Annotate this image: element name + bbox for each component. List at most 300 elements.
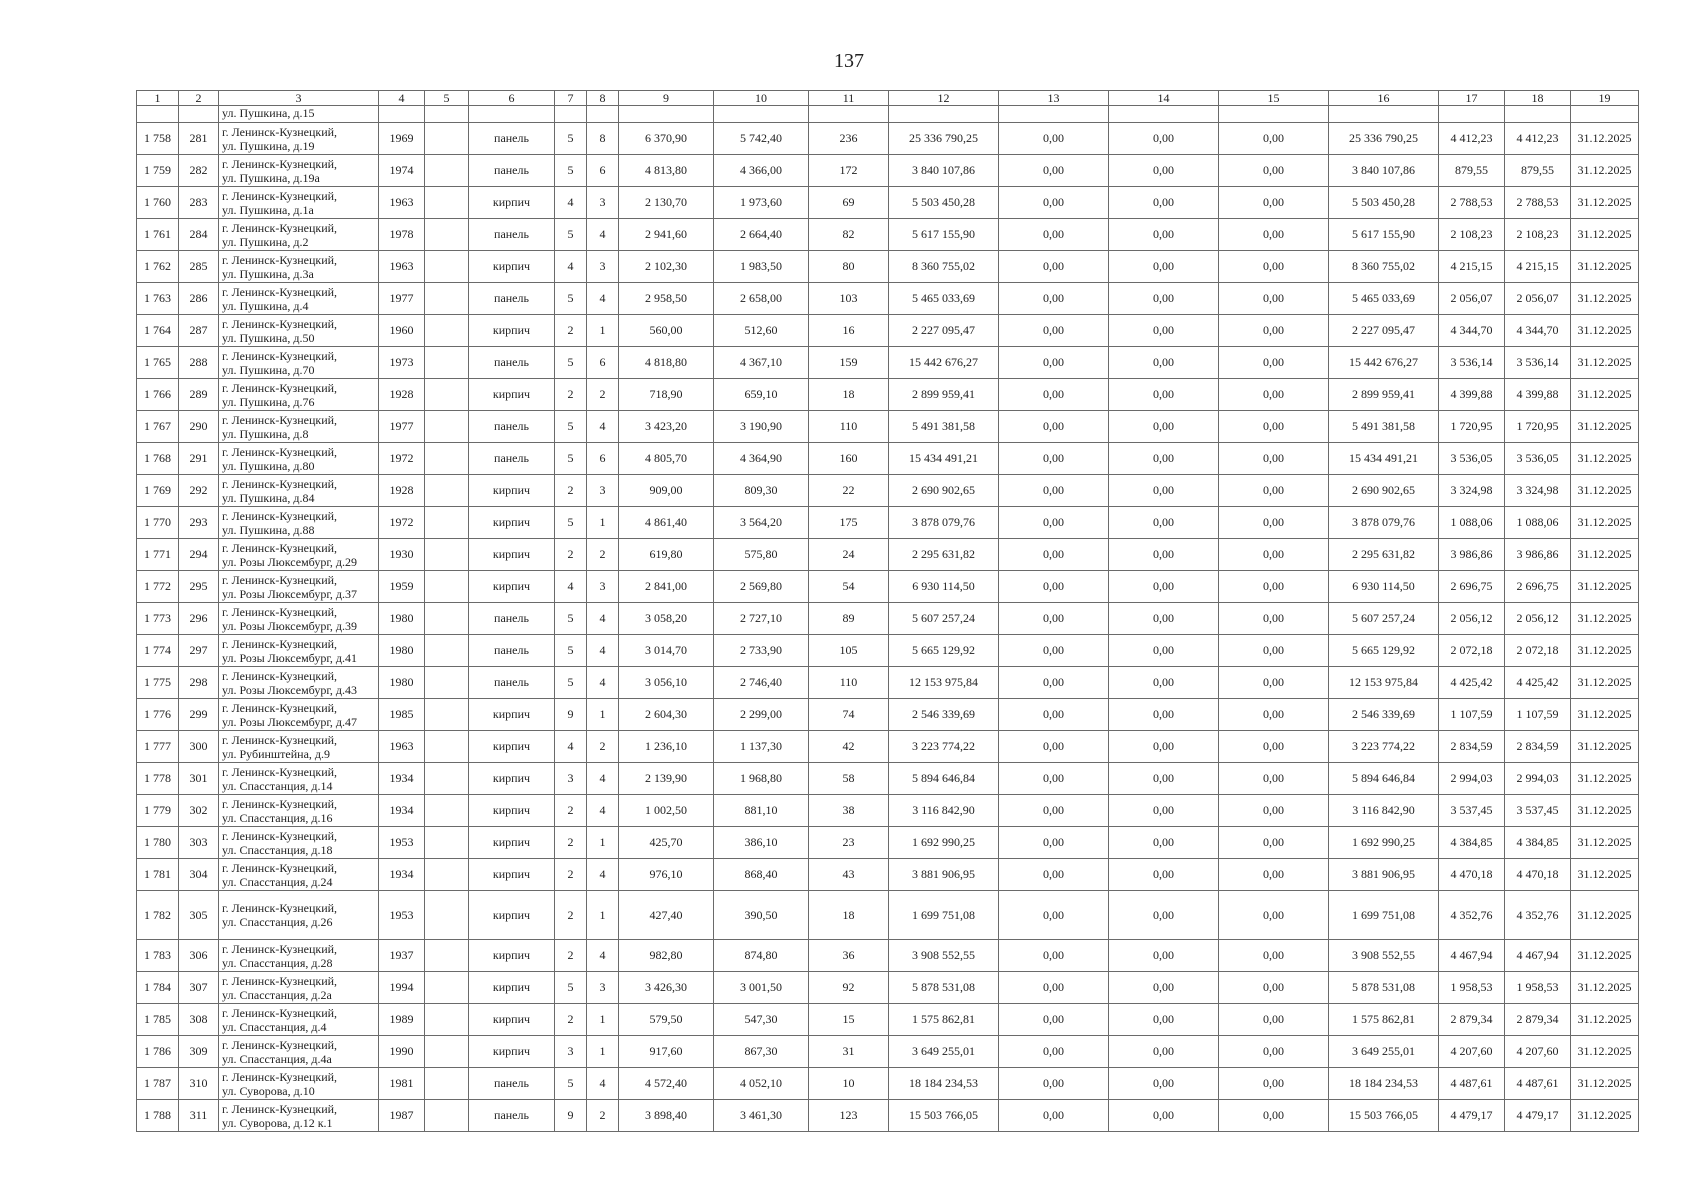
floors: 2	[555, 859, 587, 891]
residents: 43	[809, 859, 889, 891]
living-area: 1 983,50	[714, 251, 809, 283]
living-area: 547,30	[714, 1004, 809, 1036]
record-number: 1 776	[137, 699, 179, 731]
entrances: 4	[587, 940, 619, 972]
residents: 15	[809, 1004, 889, 1036]
entrances: 4	[587, 667, 619, 699]
address-city: г. Ленинск-Кузнецкий,	[222, 412, 338, 427]
floors: 4	[555, 571, 587, 603]
column-14-amount: 0,00	[1109, 1036, 1219, 1068]
column-15-amount: 0,00	[1219, 315, 1329, 347]
column-15-amount: 0,00	[1219, 219, 1329, 251]
column-number: 15	[1219, 91, 1329, 106]
total-cost: 1 699 751,08	[889, 891, 999, 940]
floors: 5	[555, 347, 587, 379]
record-number: 1 778	[137, 763, 179, 795]
total-area: 1 236,10	[619, 731, 714, 763]
entrances: 6	[587, 347, 619, 379]
item-number: 300	[179, 731, 219, 763]
deadline-date: 31.12.2025	[1571, 475, 1639, 507]
address-city: г. Ленинск-Кузнецкий,	[222, 796, 338, 811]
living-area: 4 367,10	[714, 347, 809, 379]
item-number: 292	[179, 475, 219, 507]
address	[219, 699, 379, 731]
column-14-amount: 0,00	[1109, 251, 1219, 283]
item-number: 307	[179, 972, 219, 1004]
total-cost: 2 546 339,69	[889, 699, 999, 731]
address	[219, 795, 379, 827]
column-14-amount: 0,00	[1109, 155, 1219, 187]
column-14-amount: 0,00	[1109, 1100, 1219, 1132]
entrances: 4	[587, 219, 619, 251]
total-cost: 2 690 902,65	[889, 475, 999, 507]
table-row	[137, 699, 1639, 731]
column-18-rate: 879,55	[1505, 155, 1571, 187]
column-14-amount: 0,00	[1109, 603, 1219, 635]
table-row	[137, 123, 1639, 155]
column-5	[425, 635, 469, 667]
address-street: ул. Розы Люксембург, д.47	[222, 714, 357, 729]
floors: 2	[555, 795, 587, 827]
column-17-rate: 2 108,23	[1439, 219, 1505, 251]
year-built: 1980	[379, 635, 425, 667]
floors: 5	[555, 972, 587, 1004]
table-row	[137, 379, 1639, 411]
entrances: 1	[587, 315, 619, 347]
living-area: 881,10	[714, 795, 809, 827]
column-14-amount: 0,00	[1109, 891, 1219, 940]
wall-material: панель	[469, 123, 555, 155]
total-cost: 15 434 491,21	[889, 443, 999, 475]
total-cost: 2 295 631,82	[889, 539, 999, 571]
address	[219, 972, 379, 1004]
residents: 89	[809, 603, 889, 635]
total-area: 427,40	[619, 891, 714, 940]
column-18-rate: 4 479,17	[1505, 1100, 1571, 1132]
table-row	[137, 507, 1639, 539]
column-14-amount: 0,00	[1109, 411, 1219, 443]
deadline-date: 31.12.2025	[1571, 315, 1639, 347]
column-14-amount: 0,00	[1109, 731, 1219, 763]
living-area: 386,10	[714, 827, 809, 859]
record-number: 1 785	[137, 1004, 179, 1036]
column-13-amount: 0,00	[999, 507, 1109, 539]
total-cost: 5 607 257,24	[889, 603, 999, 635]
wall-material: кирпич	[469, 539, 555, 571]
column-15-amount: 0,00	[1219, 251, 1329, 283]
floors: 2	[555, 827, 587, 859]
column-15-amount: 0,00	[1219, 699, 1329, 731]
entrances: 4	[587, 1068, 619, 1100]
column-5	[425, 827, 469, 859]
column-17-rate: 2 696,75	[1439, 571, 1505, 603]
column-16-amount: 1 699 751,08	[1329, 891, 1439, 940]
column-15-amount: 0,00	[1219, 667, 1329, 699]
deadline-date: 31.12.2025	[1571, 635, 1639, 667]
column-5	[425, 571, 469, 603]
deadline-date: 31.12.2025	[1571, 347, 1639, 379]
living-area: 4 052,10	[714, 1068, 809, 1100]
floors: 2	[555, 539, 587, 571]
column-18-rate: 4 412,23	[1505, 123, 1571, 155]
column-13-amount: 0,00	[999, 1100, 1109, 1132]
record-number: 1 759	[137, 155, 179, 187]
deadline-date: 31.12.2025	[1571, 940, 1639, 972]
column-15-amount: 0,00	[1219, 347, 1329, 379]
wall-material: кирпич	[469, 1004, 555, 1036]
column-5	[425, 475, 469, 507]
residents: 22	[809, 475, 889, 507]
address-street: ул. Пушкина, д.50	[222, 330, 315, 345]
record-number: 1 784	[137, 972, 179, 1004]
column-13-amount: 0,00	[999, 571, 1109, 603]
column-5	[425, 891, 469, 940]
address-city: г. Ленинск-Кузнецкий,	[222, 156, 338, 171]
total-area: 718,90	[619, 379, 714, 411]
column-13-amount: 0,00	[999, 972, 1109, 1004]
column-number: 16	[1329, 91, 1439, 106]
entrances: 2	[587, 1100, 619, 1132]
total-cost: 8 360 755,02	[889, 251, 999, 283]
item-number: 305	[179, 891, 219, 940]
address-city: г. Ленинск-Кузнецкий,	[222, 860, 338, 875]
total-area: 3 058,20	[619, 603, 714, 635]
record-number: 1 777	[137, 731, 179, 763]
record-number: 1 786	[137, 1036, 179, 1068]
item-number: 283	[179, 187, 219, 219]
year-built: 1937	[379, 940, 425, 972]
address	[219, 603, 379, 635]
table-row	[137, 827, 1639, 859]
column-16-amount: 2 227 095,47	[1329, 315, 1439, 347]
column-18-rate: 2 834,59	[1505, 731, 1571, 763]
address	[219, 507, 379, 539]
column-14-amount: 0,00	[1109, 795, 1219, 827]
address-city: г. Ленинск-Кузнецкий,	[222, 476, 338, 491]
continuation-row	[137, 106, 1639, 123]
residents: 69	[809, 187, 889, 219]
column-16-amount: 5 665 129,92	[1329, 635, 1439, 667]
deadline-date: 31.12.2025	[1571, 972, 1639, 1004]
year-built: 1989	[379, 1004, 425, 1036]
column-5	[425, 940, 469, 972]
address-city: г. Ленинск-Кузнецкий,	[222, 636, 338, 651]
column-14-amount: 0,00	[1109, 283, 1219, 315]
column-17-rate: 4 487,61	[1439, 1068, 1505, 1100]
column-18-rate: 3 537,45	[1505, 795, 1571, 827]
floors: 3	[555, 1036, 587, 1068]
column-15-amount: 0,00	[1219, 731, 1329, 763]
total-area: 3 898,40	[619, 1100, 714, 1132]
column-16-amount: 1 575 862,81	[1329, 1004, 1439, 1036]
wall-material: панель	[469, 443, 555, 475]
address	[219, 731, 379, 763]
column-13-amount: 0,00	[999, 443, 1109, 475]
table-row	[137, 443, 1639, 475]
year-built: 1972	[379, 443, 425, 475]
deadline-date: 31.12.2025	[1571, 539, 1639, 571]
total-area: 2 958,50	[619, 283, 714, 315]
deadline-date: 31.12.2025	[1571, 795, 1639, 827]
table-row	[137, 315, 1639, 347]
living-area: 4 364,90	[714, 443, 809, 475]
column-18-rate: 4 215,15	[1505, 251, 1571, 283]
column-14-amount: 0,00	[1109, 972, 1219, 1004]
total-area: 909,00	[619, 475, 714, 507]
living-area: 3 001,50	[714, 972, 809, 1004]
address-street: ул. Суворова, д.10	[222, 1083, 315, 1098]
address-city: г. Ленинск-Кузнецкий,	[222, 316, 338, 331]
wall-material: панель	[469, 603, 555, 635]
column-17-rate: 4 399,88	[1439, 379, 1505, 411]
total-area: 1 002,50	[619, 795, 714, 827]
item-number: 296	[179, 603, 219, 635]
column-17-rate: 4 467,94	[1439, 940, 1505, 972]
column-13-amount: 0,00	[999, 251, 1109, 283]
column-18-rate: 3 536,05	[1505, 443, 1571, 475]
record-number: 1 788	[137, 1100, 179, 1132]
residents: 42	[809, 731, 889, 763]
table-row	[137, 859, 1639, 891]
item-number: 299	[179, 699, 219, 731]
record-number: 1 775	[137, 667, 179, 699]
column-17-rate: 3 536,14	[1439, 347, 1505, 379]
column-15-amount: 0,00	[1219, 972, 1329, 1004]
floors: 5	[555, 603, 587, 635]
address-city: г. Ленинск-Кузнецкий,	[222, 901, 338, 915]
column-14-amount: 0,00	[1109, 1068, 1219, 1100]
residents: 82	[809, 219, 889, 251]
column-5	[425, 1036, 469, 1068]
wall-material: кирпич	[469, 891, 555, 940]
table-row	[137, 667, 1639, 699]
living-area: 390,50	[714, 891, 809, 940]
column-18-rate: 3 986,86	[1505, 539, 1571, 571]
living-area: 3 190,90	[714, 411, 809, 443]
address	[219, 283, 379, 315]
column-5	[425, 1004, 469, 1036]
year-built: 1972	[379, 507, 425, 539]
floors: 2	[555, 315, 587, 347]
column-15-amount: 0,00	[1219, 507, 1329, 539]
record-number: 1 773	[137, 603, 179, 635]
column-17-rate: 4 207,60	[1439, 1036, 1505, 1068]
entrances: 4	[587, 283, 619, 315]
total-area: 4 805,70	[619, 443, 714, 475]
deadline-date: 31.12.2025	[1571, 1036, 1639, 1068]
column-15-amount: 0,00	[1219, 1004, 1329, 1036]
column-17-rate: 3 537,45	[1439, 795, 1505, 827]
item-number: 289	[179, 379, 219, 411]
column-13-amount: 0,00	[999, 667, 1109, 699]
total-area: 6 370,90	[619, 123, 714, 155]
wall-material: кирпич	[469, 507, 555, 539]
deadline-date: 31.12.2025	[1571, 283, 1639, 315]
column-14-amount: 0,00	[1109, 699, 1219, 731]
address	[219, 475, 379, 507]
floors: 5	[555, 635, 587, 667]
column-18-rate: 2 696,75	[1505, 571, 1571, 603]
column-17-rate: 4 470,18	[1439, 859, 1505, 891]
column-5	[425, 347, 469, 379]
floors: 5	[555, 283, 587, 315]
column-18-rate: 2 056,12	[1505, 603, 1571, 635]
item-number: 286	[179, 283, 219, 315]
column-18-rate: 4 467,94	[1505, 940, 1571, 972]
item-number: 284	[179, 219, 219, 251]
year-built: 1981	[379, 1068, 425, 1100]
address-street: ул. Розы Люксембург, д.43	[222, 682, 357, 697]
wall-material: кирпич	[469, 1036, 555, 1068]
column-15-amount: 0,00	[1219, 1068, 1329, 1100]
table-row	[137, 155, 1639, 187]
column-16-amount: 5 894 646,84	[1329, 763, 1439, 795]
wall-material: кирпич	[469, 972, 555, 1004]
total-area: 2 130,70	[619, 187, 714, 219]
column-16-amount: 2 546 339,69	[1329, 699, 1439, 731]
residents: 105	[809, 635, 889, 667]
column-number: 14	[1109, 91, 1219, 106]
column-16-amount: 5 465 033,69	[1329, 283, 1439, 315]
residents: 16	[809, 315, 889, 347]
living-area: 1 973,60	[714, 187, 809, 219]
residents: 18	[809, 379, 889, 411]
address-street: ул. Пушкина, д.8	[222, 426, 309, 441]
record-number: 1 763	[137, 283, 179, 315]
wall-material: панель	[469, 1100, 555, 1132]
column-16-amount: 3 223 774,22	[1329, 731, 1439, 763]
total-area: 3 056,10	[619, 667, 714, 699]
wall-material: кирпич	[469, 571, 555, 603]
address	[219, 315, 379, 347]
column-17-rate: 1 088,06	[1439, 507, 1505, 539]
address	[219, 411, 379, 443]
address	[219, 155, 379, 187]
column-18-rate: 4 399,88	[1505, 379, 1571, 411]
column-16-amount: 3 908 552,55	[1329, 940, 1439, 972]
address-city: г. Ленинск-Кузнецкий,	[222, 220, 338, 235]
table-row	[137, 891, 1639, 940]
year-built: 1985	[379, 699, 425, 731]
address	[219, 827, 379, 859]
address	[219, 940, 379, 972]
wall-material: кирпич	[469, 731, 555, 763]
entrances: 4	[587, 635, 619, 667]
wall-material: панель	[469, 635, 555, 667]
address-street: ул. Розы Люксембург, д.37	[222, 586, 357, 601]
column-16-amount: 2 295 631,82	[1329, 539, 1439, 571]
wall-material: панель	[469, 667, 555, 699]
address	[219, 123, 379, 155]
column-13-amount: 0,00	[999, 155, 1109, 187]
entrances: 2	[587, 731, 619, 763]
residents: 23	[809, 827, 889, 859]
wall-material: панель	[469, 347, 555, 379]
item-number: 295	[179, 571, 219, 603]
column-5	[425, 251, 469, 283]
item-number: 308	[179, 1004, 219, 1036]
wall-material: кирпич	[469, 187, 555, 219]
residents: 160	[809, 443, 889, 475]
item-number: 302	[179, 795, 219, 827]
residents: 36	[809, 940, 889, 972]
column-18-rate: 4 425,42	[1505, 667, 1571, 699]
column-14-amount: 0,00	[1109, 763, 1219, 795]
address-street: ул. Пушкина, д.19	[222, 138, 315, 153]
column-number: 12	[889, 91, 999, 106]
column-18-rate: 4 352,76	[1505, 891, 1571, 940]
total-cost: 5 878 531,08	[889, 972, 999, 1004]
deadline-date: 31.12.2025	[1571, 443, 1639, 475]
column-17-rate: 2 879,34	[1439, 1004, 1505, 1036]
year-built: 1934	[379, 763, 425, 795]
entrances: 4	[587, 603, 619, 635]
address	[219, 667, 379, 699]
deadline-date: 31.12.2025	[1571, 219, 1639, 251]
living-area: 3 461,30	[714, 1100, 809, 1132]
column-14-amount: 0,00	[1109, 187, 1219, 219]
living-area: 4 366,00	[714, 155, 809, 187]
total-cost: 25 336 790,25	[889, 123, 999, 155]
address-city: г. Ленинск-Кузнецкий,	[222, 540, 338, 555]
address-city: г. Ленинск-Кузнецкий,	[222, 1005, 338, 1020]
item-number: 293	[179, 507, 219, 539]
residents: 172	[809, 155, 889, 187]
entrances: 2	[587, 539, 619, 571]
total-cost: 5 465 033,69	[889, 283, 999, 315]
floors: 2	[555, 891, 587, 940]
wall-material: кирпич	[469, 379, 555, 411]
living-area: 2 733,90	[714, 635, 809, 667]
address-street: ул. Спасстанция, д.24	[222, 874, 333, 889]
floors: 5	[555, 507, 587, 539]
address-street: ул. Пушкина, д.4	[222, 298, 309, 313]
column-14-amount: 0,00	[1109, 667, 1219, 699]
address-city: г. Ленинск-Кузнецкий,	[222, 284, 338, 299]
column-5	[425, 699, 469, 731]
record-number: 1 767	[137, 411, 179, 443]
year-built: 1974	[379, 155, 425, 187]
address-city: г. Ленинск-Кузнецкий,	[222, 124, 338, 139]
address	[219, 539, 379, 571]
column-5	[425, 315, 469, 347]
total-cost: 3 649 255,01	[889, 1036, 999, 1068]
residents: 31	[809, 1036, 889, 1068]
total-cost: 18 184 234,53	[889, 1068, 999, 1100]
deadline-date: 31.12.2025	[1571, 1004, 1639, 1036]
column-18-rate: 1 107,59	[1505, 699, 1571, 731]
column-17-rate: 3 536,05	[1439, 443, 1505, 475]
record-number: 1 787	[137, 1068, 179, 1100]
address-city: г. Ленинск-Кузнецкий,	[222, 188, 338, 203]
year-built: 1980	[379, 667, 425, 699]
address-city: г. Ленинск-Кузнецкий,	[222, 444, 338, 459]
address-city: г. Ленинск-Кузнецкий,	[222, 1101, 338, 1116]
item-number: 301	[179, 763, 219, 795]
table-row	[137, 347, 1639, 379]
column-13-amount: 0,00	[999, 699, 1109, 731]
column-15-amount: 0,00	[1219, 379, 1329, 411]
item-number: 311	[179, 1100, 219, 1132]
address-city: г. Ленинск-Кузнецкий,	[222, 668, 338, 683]
living-area: 512,60	[714, 315, 809, 347]
column-17-rate: 2 056,12	[1439, 603, 1505, 635]
address-city: г. Ленинск-Кузнецкий,	[222, 604, 338, 619]
column-14-amount: 0,00	[1109, 219, 1219, 251]
total-area: 3 426,30	[619, 972, 714, 1004]
column-17-rate: 4 425,42	[1439, 667, 1505, 699]
column-14-amount: 0,00	[1109, 571, 1219, 603]
